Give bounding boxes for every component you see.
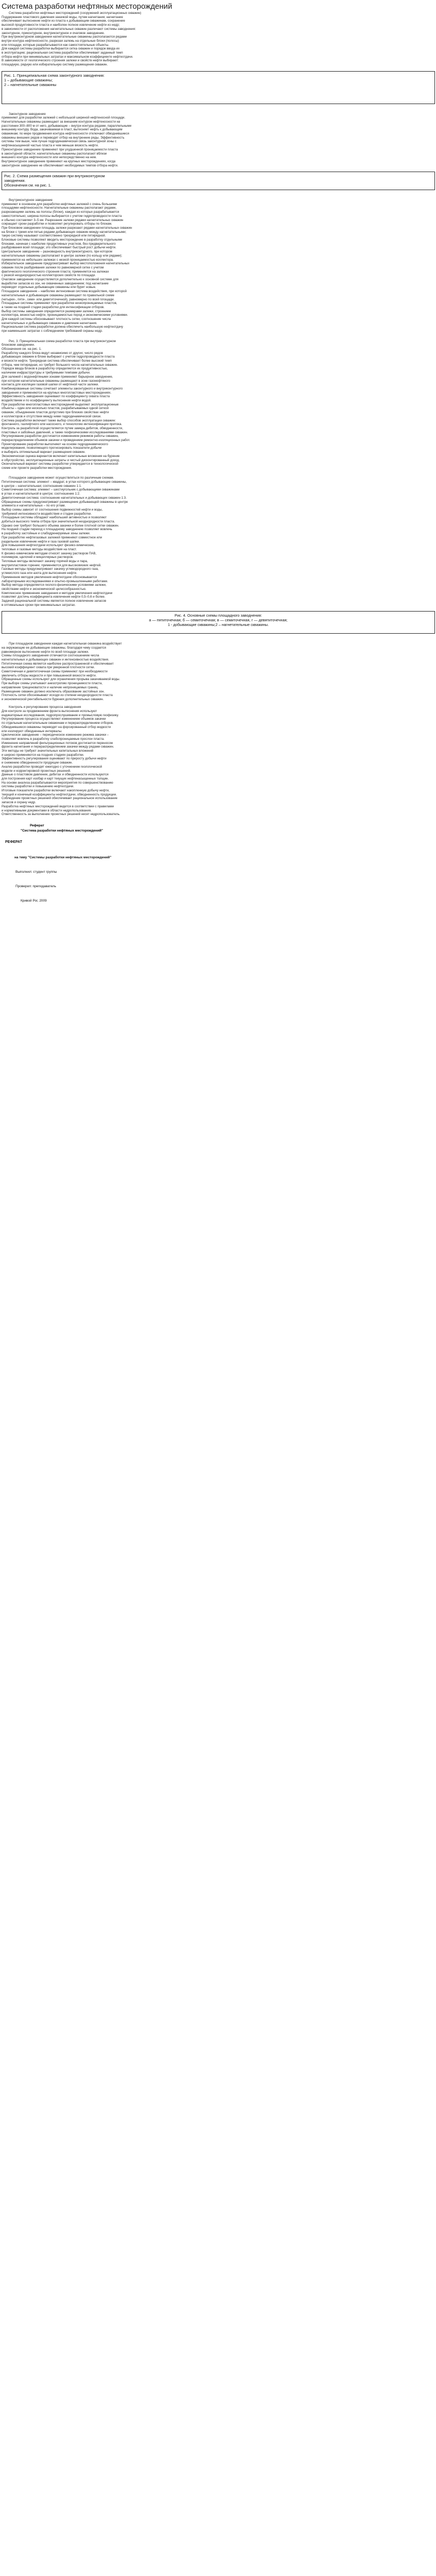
text-line: Обозначения см. на рис. 1. bbox=[2, 347, 42, 351]
text-line: заводнения и применяются на крупных многопластовых месторождениях. bbox=[2, 391, 112, 395]
text-line: Для повышения нефтеотдачи используют физико-химические, bbox=[2, 544, 95, 548]
text-line: Для залежей с водонефтяными зонами применяют барьерное заводнение, bbox=[2, 375, 113, 379]
text-line: Пятиточечная схема является наиболее распространенной и обеспечивает bbox=[2, 662, 114, 666]
text-line: При разработке нефтегазовых залежей применяют совместное или bbox=[2, 535, 102, 539]
text-line: равномерное вытеснение нефти по всей площади залежи. bbox=[2, 650, 89, 654]
text-line: моделирования, позволяющего прогнозировать показатели добычи bbox=[2, 446, 102, 450]
text-line: Поддержание пластового давления закачкой воды, путем нагнетания; нагнетание bbox=[2, 15, 123, 19]
text-line: Регулирование разработки достигается изменением режимов работы скважин, bbox=[2, 434, 119, 438]
text-line: наличием инфраструктуры и требуемыми темпами добычи. bbox=[2, 371, 91, 375]
text-line: фактического геологического строения пласта; применяется на залежах bbox=[2, 269, 109, 274]
text-line: внешнего контура нефтеносности или непосредственно на нем. bbox=[2, 156, 97, 160]
text-line: такую систему называют соответственно трехрядной или пятирядной. bbox=[2, 234, 106, 238]
text-line: Приконтурное заводнение применяют при ухудшенной проницаемости пласта bbox=[2, 147, 118, 151]
text-line: обеспечивает вытеснение нефти из пласта к добывающим скважинам, сохранение bbox=[2, 19, 125, 23]
text-line: При внутриконтурном заводнении нагнетательные скважины располагаются рядами bbox=[2, 35, 127, 39]
text-line: разбуривания всей площади; это обеспечивает быстрый рост добычи нефти. bbox=[2, 246, 116, 250]
text-line: и вязкости нефти. Трехрядная система обеспечивает более высокий темп bbox=[2, 359, 112, 363]
text-line: Девятиточечная система: соотношение нагнетательных и добывающих скважин 1:3. bbox=[2, 496, 127, 500]
footer-heading: РЕФЕРАТ bbox=[5, 840, 23, 844]
text-line: Выбор метода определяется геолого-физическими условиями залежи, bbox=[2, 583, 107, 587]
text-line: Изменение направлений фильтрационных потоков достигается переносом bbox=[2, 741, 113, 745]
text-line: На основе анализа разрабатываются мероприятия по совершенствованию bbox=[2, 781, 113, 785]
text-line: Итоговые показатели разработки включают накопленную добычу нефти, bbox=[2, 789, 110, 792]
text-line: свойствами нефти и экономической целесообразностью. bbox=[2, 587, 86, 591]
text-line: и обычно составляет 3–5 км. Разрезание залежи рядами нагнетательных скважин bbox=[2, 218, 124, 222]
text-line: Задачей рациональной системы является полное извлечение запасов bbox=[2, 599, 107, 603]
text-line: добывающих скважин в блоке выбирают с учетом гидропроводности пласта bbox=[2, 355, 115, 359]
text-line: высокий коэффициент охвата при умеренной плотности сетки. bbox=[2, 666, 95, 670]
caption-line: a — пятиточечная; б — семиточечная; в — семиточечная, г — девятиточечная; bbox=[149, 618, 288, 623]
text-line: углекислого газа или азота для вытеснения нефти. bbox=[2, 571, 77, 575]
text-line: нагнетательных и добывающих скважин и интенсивностью воздействия. bbox=[2, 657, 109, 662]
text-line: применяют в основном для разработки нефтяных залежей с очень большими bbox=[2, 202, 117, 206]
text-line: при котором нагнетательные скважины размещают в зоне газонефтяного bbox=[2, 379, 111, 383]
text-line: скважин; объединение пластов допустимо при близких свойствах нефти bbox=[2, 411, 109, 415]
caption-line: 2 – нагнетательные скважины bbox=[4, 82, 57, 87]
text-line: перераспределением объемов закачки и проведением ремонтно-изоляционных работ. bbox=[2, 438, 130, 442]
text-line: полимеров, щелочей и мицеллярных растворов. bbox=[2, 555, 74, 560]
footer-line: Кривой Рог, 2009 bbox=[21, 899, 47, 903]
text-line: Окончательный вариант системы разработки утверждается в технологической bbox=[2, 462, 118, 466]
text-line: системы разработки и повышению нефтеотдачи. bbox=[2, 785, 74, 789]
text-line: Выбор системы заводнения определяется размерами залежи, строением bbox=[2, 309, 111, 313]
text-line: нагнетательные скважины располагают в центре залежи (по кольцу или рядами); bbox=[2, 253, 123, 258]
footer-line: Выполнил: студент группы bbox=[15, 870, 57, 874]
text-line: Законтурное заводнение bbox=[9, 112, 46, 116]
text-line: При разработке многопластовых месторождений выделяют эксплуатационные bbox=[2, 402, 119, 406]
text-line: Эти методы не требуют значительных капитальных вложений bbox=[2, 749, 94, 753]
text-line: Обводнившиеся скважины переводят на форсированный отбор жидкости bbox=[2, 725, 111, 729]
text-line: Рис. 3. Принципиальная схема разработки пласта при внутриконтурном bbox=[9, 339, 116, 343]
text-line: на блоки с тремя или пятью рядами добывающих скважин между нагнетательными; bbox=[2, 230, 127, 234]
caption-line: 1 – добывающие скважины; bbox=[4, 77, 53, 82]
text-line: направление трещиноватости и наличие непроницаемых границ. bbox=[2, 685, 99, 689]
text-line: Газовые методы предусматривают закачку углеводородного газа, bbox=[2, 567, 99, 571]
text-line: внутри контура нефтеносности, разрезая залежь на отдельные блоки (полосы) bbox=[2, 39, 119, 43]
text-line: раздельное извлечение нефти и газа газовой шапки. bbox=[2, 539, 80, 544]
text-line: позволяет достичь коэффициента извлечения нефти 0,5–0,6 и более. bbox=[2, 595, 106, 599]
text-line: Ответственность за выполнение проектных решений несет недропользователь. bbox=[2, 812, 120, 817]
text-line: Эффективность регулирования оценивают по приросту добычи нефти bbox=[2, 757, 107, 761]
text-line: Комплексное применение заводнения и методов увеличения нефтеотдачи bbox=[2, 591, 113, 595]
text-line: позволяет вовлечь в разработку слабопроницаемые прослои пласта. bbox=[2, 737, 105, 741]
text-line: Система разработки нефтяных месторождений (сооружений эксплуатационных скважин) bbox=[9, 11, 142, 15]
text-line: площадями нефтеносности. Нагнетательные скважины располагают рядами, bbox=[2, 206, 116, 210]
caption-line: Рис. 4. Основные схемы площадного заводнения: bbox=[175, 613, 262, 618]
text-line: или площади, которые разрабатываются как самостоятельные объекты. bbox=[2, 43, 110, 47]
text-line: Для каждой системы разработки выбирается сетка скважин и порядок ввода их bbox=[2, 47, 120, 51]
text-line: Применение методов увеличения нефтеотдачи обосновывается bbox=[2, 575, 97, 579]
text-line: Данные о пластовом давлении, дебитах и обводненности используются bbox=[2, 773, 109, 777]
text-line: нагнетательных и добывающих скважин и давление нагнетания. bbox=[2, 321, 97, 325]
caption-line: 1 - добывающие скважины;2 – нагнетательные скважины. bbox=[167, 622, 269, 628]
text-line: и выбирать оптимальный вариант размещения скважин. bbox=[2, 450, 85, 454]
text-line: сокращает сроки разработки и позволяет регулировать отборы по блокам. bbox=[2, 222, 112, 226]
text-line: выработки запасов из зон, не охваченных заводнением; под нагнетание bbox=[2, 281, 109, 285]
text-line: Контроль за разработкой осуществляется путем замера дебитов, обводненности, bbox=[2, 426, 123, 430]
text-line: внутрипластовое горение; применяются для высоковязких нефтей. bbox=[2, 563, 101, 567]
text-line: Площадные системы применяют при разработке низкопроницаемых пластов, bbox=[2, 301, 117, 306]
text-line: Циклическое заводнение – периодическое изменение режима закачки – bbox=[2, 733, 109, 737]
text-line: скважинам; по мере продвижения контура нефтеносности отключают обводнившиеся bbox=[2, 132, 129, 135]
reference-line: "Система разработки нефтяных месторождений" bbox=[21, 828, 103, 833]
text-line: В зависимости от геологического строения залежи и свойств нефти выбирают: bbox=[2, 59, 119, 63]
text-line: Рациональная система разработки должна обеспечить наибольшую нефтеотдачу bbox=[2, 325, 124, 329]
text-line: применяется на небольших залежах с низкой проницаемостью коллектора. bbox=[2, 258, 114, 262]
text-line: Порядок ввода блоков в разработку определяется их продуктивностью, bbox=[2, 367, 108, 371]
text-line: Соблюдение проектных решений обеспечивает рациональное использование bbox=[2, 796, 118, 801]
text-line: законтурное, приконтурное, внутриконтурное и очаговое заводнение. bbox=[2, 31, 105, 35]
text-line: высокой продуктивности пласта и наиболее полное извлечение нефти из недр; bbox=[2, 23, 120, 27]
text-line: воздействием и по коэффициенту вытеснения нефти водой. bbox=[2, 399, 92, 402]
figure-caption-box bbox=[2, 172, 435, 190]
text-line: с резкой неоднородностью коллекторских свойств по площади. bbox=[2, 274, 96, 278]
text-line: или изолируют обводненные интервалы. bbox=[2, 729, 62, 733]
text-line: объекты – один или несколько пластов, разрабатываемых одной сеткой bbox=[2, 406, 109, 411]
text-line: применяют для разработки залежей с небольшой шириной нефтеносной площади. bbox=[2, 116, 126, 120]
text-line: системы тем выше, чем лучше гидродинамическая связь законтурной зоны с bbox=[2, 140, 117, 144]
text-line: в углах и нагнетательной в центре; соотношение 1:2. bbox=[2, 492, 80, 496]
caption-line: Обозначения см. на рис. 1. bbox=[4, 183, 51, 188]
text-line: Эффективность заводнения оценивают по коэффициенту охвата пласта bbox=[2, 395, 110, 399]
text-line: нефтенасыщенной частью пласта и чем меньше вязкость нефти. bbox=[2, 144, 99, 148]
text-line: переводят отдельные добывающие скважины или бурят новые. bbox=[2, 285, 96, 290]
text-line: в зависимости от расположения нагнетательных скважин различают системы заводнения: bbox=[2, 27, 136, 31]
text-line: Выбор схемы зависит от соотношения подвижностей нефти и воды, bbox=[2, 507, 103, 512]
text-line: контакта для изоляции газовой шапки от нефтяной части залежи. bbox=[2, 383, 99, 387]
text-line: на окружающие ее добывающие скважины, благодаря чему создается bbox=[2, 646, 106, 650]
text-line: Анализ разработки проводят ежегодно с уточнением геологической bbox=[2, 765, 102, 769]
text-line: площадную, рядную или избирательную систему размещения скважин. bbox=[2, 63, 108, 67]
text-line: Система разработки включает также выбор способов эксплуатации скважин: bbox=[2, 418, 116, 422]
text-line: блоковом заводнении. bbox=[2, 343, 35, 347]
text-line: Плотность сетки обосновывают исходя из степени неоднородности пласта bbox=[2, 693, 113, 698]
text-line: Комбинированные системы сочетают элементы законтурного и внутриконтурного bbox=[2, 386, 123, 391]
text-line: разрезающими залежь на полосы (блоки), каждая из которых разрабатывается bbox=[2, 210, 119, 214]
text-line: Избирательное заводнение предусматривает выбор местоположения нагнетательных bbox=[2, 262, 130, 266]
text-line: законтурное заводнение не обеспечивает необходимых темпов отбора нефти. bbox=[2, 163, 118, 167]
text-line: Нагнетательные скважины размещают за внешним контуром нефтеносности на bbox=[2, 120, 120, 124]
text-line: в оптимальные сроки при минимальных затратах. bbox=[2, 603, 76, 607]
text-line: Блоковые системы позволяют вводить месторождение в разработку отдельными bbox=[2, 238, 123, 242]
text-line: в разработку застойные и слабодренируемые зоны залежи. bbox=[2, 532, 91, 536]
text-line: в законтурной области; нагнетательные скважины располагают вблизи bbox=[2, 151, 107, 156]
text-line: Внутриконтурное заводнение применяют на крупных месторождениях, когда bbox=[2, 159, 116, 163]
text-line: Площадное заводнение – наиболее интенсивная система воздействия, при которой bbox=[2, 290, 127, 294]
text-line: коллектора, вязкостью нефти, проницаемостью пород и экономическими условиями. bbox=[2, 313, 128, 317]
text-line: При площадном заводнении каждая нагнетательная скважина воздействует bbox=[9, 642, 122, 646]
text-line: в центре – нагнетательная; соотношение скважин 1:1. bbox=[2, 484, 82, 488]
text-line: Обращенные схемы используют для ограничения прорыва закачиваемой воды. bbox=[2, 677, 120, 682]
text-line: Схемы площадного заводнения отличаются соотношением числа bbox=[2, 654, 99, 658]
text-line: и обустройство, эксплуатационные затраты и чистый дисконтированный доход. bbox=[2, 458, 120, 462]
text-line: нагнетательные и добывающие скважины размещают по правильной схеме bbox=[2, 293, 115, 297]
text-line: Разработку каждого блока ведут независимо от других; число рядов bbox=[2, 351, 103, 355]
text-line: Внутриконтурное заводнение bbox=[9, 198, 53, 202]
text-line: Контроль и регулирование процесса заводнения bbox=[9, 705, 81, 709]
text-line: расстоянии 300–800 м от него, добывающие – внутри контура рядами, параллельными bbox=[2, 124, 132, 128]
text-line: самостоятельно; ширина полосы выбирается с учетом гидропроводности пласта bbox=[2, 214, 122, 218]
caption-line: заводнении. bbox=[4, 178, 26, 183]
text-line: блоками, начиная с наиболее продуктивных участков, без предварительного bbox=[2, 242, 116, 246]
figure-caption-box bbox=[2, 71, 435, 104]
text-line: отбора, чем пятирядная, но требует большего числа нагнетательных скважин. bbox=[2, 363, 118, 367]
text-line: Проектирование разработки выполняют на основе гидродинамического bbox=[2, 442, 108, 446]
text-line: Площадное заводнение может осуществляться по различным схемам. bbox=[9, 476, 114, 480]
text-line: Регулирование процесса осуществляют изменением объемов закачки bbox=[2, 717, 106, 721]
text-line: Тепловые методы включают закачку горячей воды и пара, bbox=[2, 560, 88, 563]
text-line: лабораторными исследованиями и опытно-промышленными работами. bbox=[2, 579, 108, 583]
text-line: внешнему контуру. Вода, закачиваемая в пласт, вытесняет нефть к добывающим bbox=[2, 128, 123, 132]
text-line: (четырех-, пяти-, семи- или девятиточечной), равномерно по всей площади. bbox=[2, 297, 115, 301]
text-line: скважины внешних рядов и переводят отбор на внутренние ряды. Эффективность bbox=[2, 135, 125, 140]
text-line: запасов и охрану недр. bbox=[2, 801, 36, 805]
text-line: добиться высокого темпа отбора при значительной неоднородности пласта. bbox=[2, 520, 115, 523]
text-line: Разработка нефтяных месторождений ведется в соответствии с правилами bbox=[2, 804, 114, 808]
text-line: пластовых и забойных давлений, а также геофизическими исследованиями скважин. bbox=[2, 430, 128, 434]
caption-line: Рис. 1. Принципиальная схема законтурного заводнения: bbox=[4, 73, 105, 78]
text-line: скважин после разбуривания залежи по равномерной сетке с учетом bbox=[2, 265, 104, 269]
text-line: Экономическая оценка вариантов включает капитальные вложения на бурение bbox=[2, 454, 120, 458]
text-line: фонтанного, газлифтного или насосного, и технологию интенсификации притока. bbox=[2, 422, 123, 427]
document-title: Система разработки нефтяных месторождений bbox=[2, 2, 172, 11]
text-line: модели и корректировкой проектных решений. bbox=[2, 769, 71, 773]
figure-caption-box bbox=[2, 611, 435, 634]
text-line: элемента и нагнетательных – по его углам. bbox=[2, 504, 66, 508]
text-line: При блоковом заводнении площадь залежи разрезают рядами нагнетательных скважин bbox=[2, 226, 132, 230]
text-line: Однако они требуют большего объема закачки и более плотной сетки скважин. bbox=[2, 523, 119, 528]
text-line: Семиточечная и девятиточечная схемы применяют при необходимости bbox=[2, 670, 108, 673]
text-line: для построения карт изобар и карт текущих нефтенасыщенных толщин. bbox=[2, 776, 109, 781]
reference-line: Реферат bbox=[30, 823, 44, 827]
footer-line: на тему "Системы разработки нефтяных месторождений" bbox=[14, 855, 112, 859]
text-line: индикаторные исследования, гидропрослушивание и промысловую геофизику. bbox=[2, 713, 119, 717]
text-line: и нормативными документами в области недропользования. bbox=[2, 808, 92, 812]
text-line: увеличить отборы жидкости и при повышенной вязкости нефти. bbox=[2, 673, 97, 677]
text-line: требуемой интенсивности воздействия и стадии разработки. bbox=[2, 512, 92, 516]
text-line: тепловые и газовые методы воздействия на пласт. bbox=[2, 547, 77, 551]
caption-line: Рис. 2. Схема размещения скважин при внутриконтурном bbox=[4, 174, 105, 179]
text-line: Пятиточечная система: элемент – квадрат, в углах которого добывающие скважины, bbox=[2, 480, 127, 484]
text-line: схеме или проекте разработки месторождения. bbox=[2, 466, 72, 470]
text-line: фронта нагнетания и перераспределением закачки между рядами скважин. bbox=[2, 745, 114, 749]
text-line: На поздней стадии переход к площадному заводнению позволяет вовлечь bbox=[2, 528, 112, 532]
text-line: и экономической рентабельности бурения дополнительных скважин. bbox=[2, 697, 104, 701]
footer-line: Проверил: преподаватель bbox=[15, 884, 57, 888]
text-line: в эксплуатацию; рациональная система разработки обеспечивает заданный темп bbox=[2, 51, 123, 55]
text-line: Для каждой системы обосновывают плотность сетки, соотношение числа bbox=[2, 317, 111, 321]
text-line: Центральное заводнение – разновидность внутриконтурного, при котором bbox=[2, 250, 112, 254]
text-line: Размещение скважин должно исключать образование застойных зон. bbox=[2, 689, 105, 693]
text-line: текущий и конечный коэффициенты нефтеотдачи, обводненность продукции. bbox=[2, 792, 117, 796]
text-line: Очаговое заводнение осуществляется дополнительно к основной системе для bbox=[2, 278, 119, 281]
text-line: К физико-химическим методам относят закачку растворов ПАВ, bbox=[2, 551, 97, 555]
text-line: Площадные системы обладают наибольшей активностью и позволяют bbox=[2, 516, 107, 520]
text-line: Семиточечная система: элемент – шестиугольник с добывающими скважинами bbox=[2, 488, 120, 492]
text-line: и широко применяются на поздних стадиях разработки. bbox=[2, 753, 84, 757]
text-line: а также на поздней стадии разработки для интенсификации отборов. bbox=[2, 305, 105, 309]
text-line: При выборе схемы учитывают анизотропию проницаемости пласта, bbox=[2, 682, 103, 686]
text-line: отбора нефти при минимальных затратах и максимальном коэффициенте нефтеотдачи. bbox=[2, 55, 133, 59]
text-line: Для контроля за продвижением фронта вытеснения используют bbox=[2, 709, 97, 713]
text-line: Обращенные схемы предусматривают размещение добывающей скважины в центре bbox=[2, 500, 128, 504]
text-line: при наименьших затратах с соблюдением требований охраны недр. bbox=[2, 329, 103, 333]
text-line: и снижению обводненности продукции скважин. bbox=[2, 761, 73, 765]
text-line: и коллекторов и отсутствии между ними гидродинамической связи. bbox=[2, 414, 101, 418]
text-line: по отдельным нагнетательным скважинам и перераспределением отборов. bbox=[2, 721, 114, 725]
